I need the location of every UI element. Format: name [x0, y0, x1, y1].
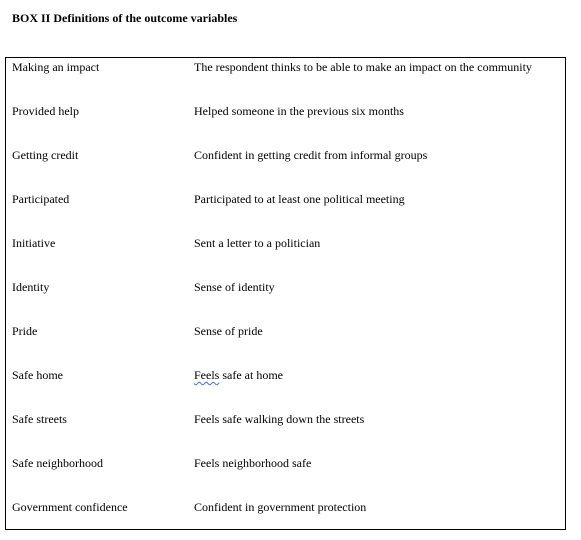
- term-safe-neighborhood: Safe neighborhood: [12, 456, 103, 470]
- term-provided-help: Provided help: [12, 104, 79, 118]
- definition-participated: Participated to at least one political meeting: [194, 192, 405, 206]
- definition-safe-neighborhood: Feels neighborhood safe: [194, 456, 312, 470]
- term-safe-home: Safe home: [12, 368, 63, 382]
- definition-safe-home: [194, 368, 283, 383]
- term-safe-streets: Safe streets: [12, 412, 67, 426]
- definition-initiative: Sent a letter to a politician: [194, 236, 321, 250]
- definition-safe-streets: Feels safe walking down the streets: [194, 412, 365, 426]
- definitions-box: [5, 57, 566, 530]
- definition-provided-help: Helped someone in the previous six months: [194, 104, 404, 118]
- term-initiative: Initiative: [12, 236, 56, 250]
- term-government-confidence: Government confidence: [12, 500, 128, 514]
- term-making-an-impact: Making an impact: [12, 60, 100, 74]
- definition-pride: Sense of pride: [194, 324, 263, 338]
- term-identity: Identity: [12, 280, 50, 294]
- term-pride: Pride: [12, 324, 38, 338]
- definition-getting-credit: Confident in getting credit from informal groups: [194, 148, 428, 162]
- definition-safe-home-rest: safe at home: [219, 368, 283, 382]
- term-getting-credit: Getting credit: [12, 148, 79, 162]
- definition-government-confidence: Confident in government protection: [194, 500, 367, 514]
- definition-making-an-impact: The respondent thinks to be able to make an impact on the community: [194, 60, 532, 74]
- spellcheck-flagged-word: Feels: [194, 368, 220, 382]
- definition-identity: Sense of identity: [194, 280, 275, 294]
- box-title: BOX II Definitions of the outcome variables: [12, 11, 238, 25]
- term-participated: Participated: [12, 192, 70, 206]
